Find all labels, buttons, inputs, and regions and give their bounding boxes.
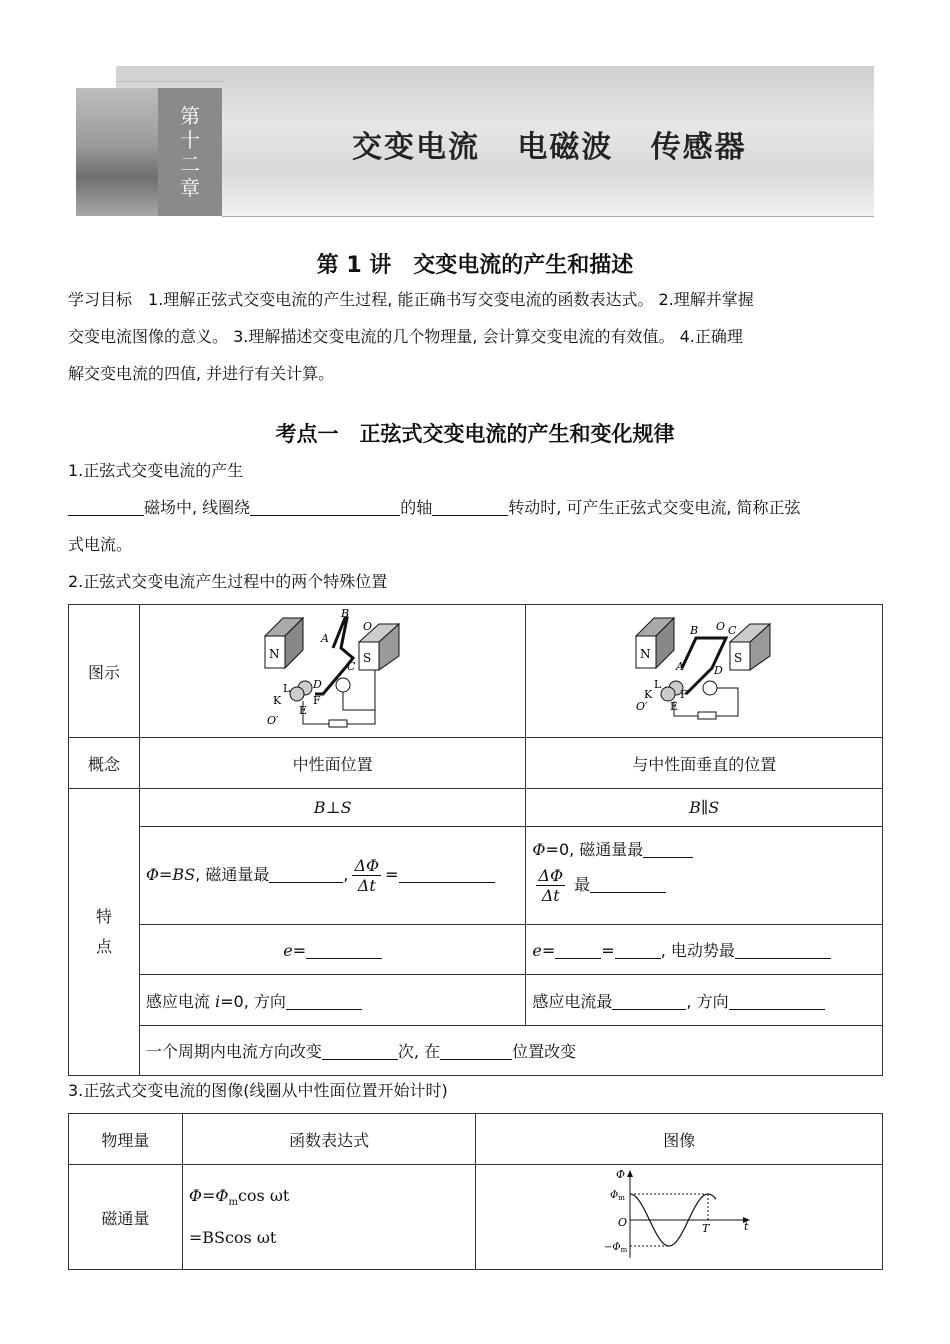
emf-left-cell: e= [139,925,526,975]
fill-blank[interactable] [68,497,144,516]
svg-text:L: L [282,682,290,695]
point-one-title: 考点一 正弦式交变电流的产生和变化规律 [275,422,675,446]
fill-blank[interactable] [590,874,666,893]
svg-text:O′: O′ [636,700,648,713]
flux-right-cell: Φ=0, 磁通量最 $\frac{\Delta\Phi}{\Delta t}$ 最 [526,827,883,925]
svg-text:K: K [272,694,281,707]
section-2-heading: 2.正弦式交变电流产生过程中的两个特殊位置 [68,572,388,591]
fill-blank[interactable] [269,864,343,883]
flux-rate-fraction: $\frac{\Delta\Phi}{\Delta t}$ [538,865,564,905]
banner-rule-top [116,81,224,82]
svg-text:E: E [670,700,679,713]
svg-text:A: A [320,632,329,645]
row-feature-label: 特 点 [69,789,140,1076]
current-right-cell: 感应电流最 , 方向 [526,975,883,1026]
fill-blank[interactable] [555,940,601,959]
svg-text:O′: O′ [266,714,279,727]
perpendicular-plane-diagram [526,605,883,738]
chapter-label: 第 十 二 章 [158,88,222,216]
svg-text:N: N [640,647,651,661]
svg-text:A: A [676,660,685,673]
generator-diagram-right [634,608,774,730]
flux-left-cell: Φ=BS, 磁通量最 , $\frac{\Delta\Phi}{\Delta t}$ = [139,827,526,925]
current-left-cell: 感应电流 i=0, 方向 [139,975,526,1026]
svg-text:T: T [702,1222,710,1235]
b-parallel-s: B∥S [526,789,883,827]
svg-text:t: t [744,1220,749,1233]
lecture-title: 第 1 讲 交变电流的产生和描述 [316,253,634,278]
svg-text:D: D [312,678,322,691]
svg-text:F: F [312,694,321,707]
fill-blank[interactable] [735,940,831,959]
svg-text:O: O [716,620,726,633]
chapter-title: 交变电流 电磁波 传感器 [352,130,747,165]
svg-text:O: O [362,620,372,633]
flux-graph-cell [476,1165,883,1270]
period-cell: 一个周期内电流方向改变 次, 在 位置改变 [139,1026,882,1076]
section-1: 1.正弦式交变电流的产生 磁场中, 线圈绕 的轴 转动时, 可产生正弦式交变电流, 简称正弦 式电流。 [68,452,884,563]
b-perp-s: B⊥S [139,789,526,827]
svg-text:F: F [680,688,688,701]
svg-text:L: L [654,678,662,691]
flux-expression: $\Phi=\Phi_m\cos$ ωt =BScos ωt [182,1165,476,1270]
section-1-heading: 1.正弦式交变电流的产生 [68,461,244,480]
svg-text:Φm: $\Phi_m$ [610,1190,626,1202]
svg-text:N: N [268,647,280,661]
svg-text:B: B [340,608,349,620]
row-concept-label: 概念 [69,738,140,789]
row-flux-label: 磁通量 [69,1165,183,1270]
svg-text:C: C [728,624,737,637]
neutral-plane-diagram [139,605,526,738]
fill-blank[interactable] [306,940,382,959]
fill-blank[interactable] [322,1041,398,1060]
learning-objectives: 学习目标 1.理解正弦式交变电流的产生过程, 能正确书写交变电流的函数表达式。 2.理解并掌握 交变电流图像的意义。 3.理解描述交变电流的几个物理量, 会计算交变电流的有效值。 4.正确理 解交变电流的四值, 并进行有关计算。 [68,290,754,383]
concept-perpendicular: 与中性面垂直的位置 [526,738,883,789]
emf-right-cell: e= = , 电动势最 [526,925,883,975]
svg-text:S: S [734,651,743,665]
special-positions-table [68,604,883,1076]
fill-blank[interactable] [286,991,362,1010]
sine-current-graph-table [68,1113,883,1270]
svg-text:C: C [346,660,356,673]
fill-blank[interactable] [643,839,693,858]
banner-rule-bottom [222,216,874,217]
chapter-banner [76,66,874,218]
svg-text:D: D [714,664,724,677]
svg-text:K: K [644,688,653,701]
svg-text:B: B [690,624,699,637]
col-graph: 图像 [476,1114,883,1165]
svg-text:E: E [298,704,307,717]
fill-blank[interactable] [432,497,508,516]
svg-text:O: O [618,1216,628,1229]
svg-text:−Φm: $-\Phi_m$ [604,1242,628,1254]
row-diagram-label: 图示 [69,605,140,738]
flux-cosine-graph [604,1168,754,1262]
svg-text:S: S [362,651,371,665]
objectives-label: 学习目标 [68,290,133,309]
fill-blank[interactable] [729,991,825,1010]
fill-blank[interactable] [612,991,686,1010]
col-quantity: 物理量 [69,1114,183,1165]
fill-blank[interactable] [250,497,400,516]
flux-rate-fraction: $\frac{\Delta\Phi}{\Delta t}$ [354,856,380,895]
fill-blank[interactable] [399,864,495,883]
section-3-heading: 3.正弦式交变电流的图像(线圈从中性面位置开始计时) [68,1081,448,1100]
banner-landscape-image [76,88,158,216]
col-expression: 函数表达式 [182,1114,476,1165]
concept-neutral-plane: 中性面位置 [139,738,526,789]
fill-blank[interactable] [615,940,661,959]
fill-blank[interactable] [440,1041,512,1060]
generator-diagram-left [263,608,403,730]
svg-text:Φ: Φ [616,1168,626,1181]
